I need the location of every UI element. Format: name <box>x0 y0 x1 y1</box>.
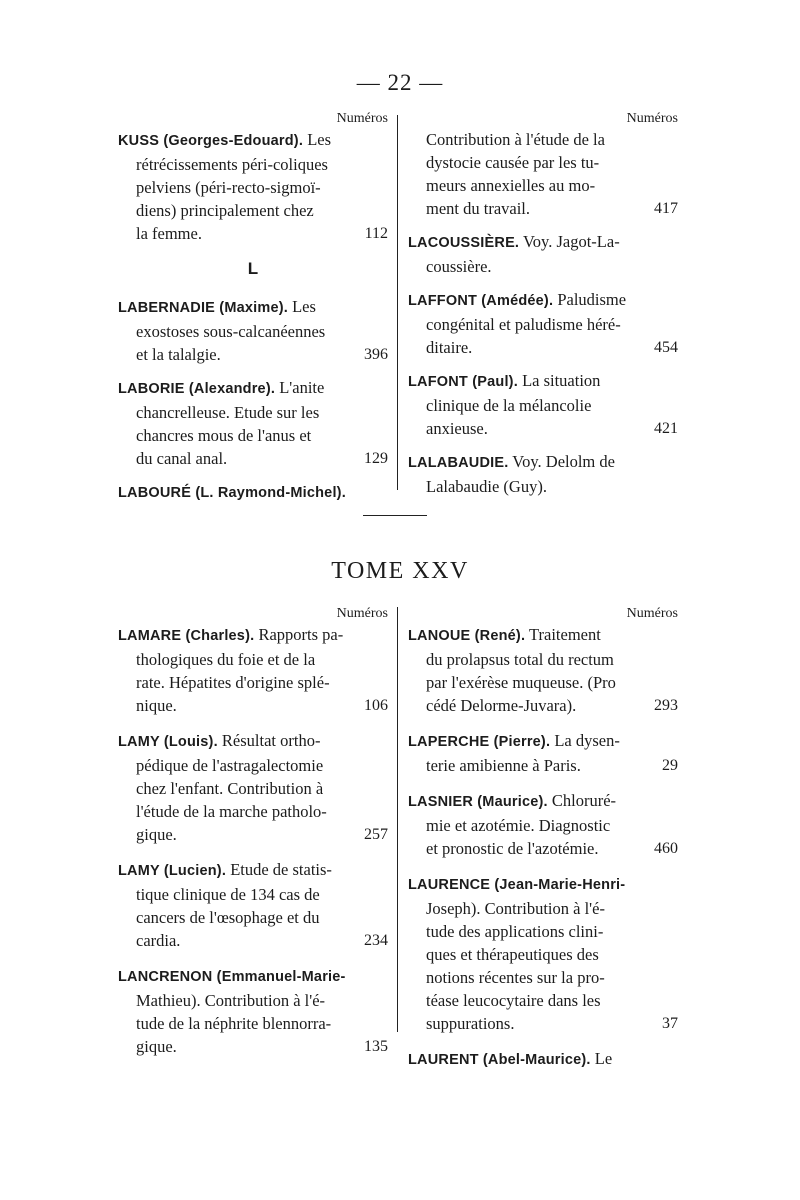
index-entry <box>408 288 678 359</box>
author-name: LALABAUDIE. <box>408 455 509 471</box>
entry-line <box>118 906 388 929</box>
entry-line <box>408 671 678 694</box>
entry-text: thologiques du foie et de la <box>136 650 316 669</box>
top-left-column <box>118 110 388 515</box>
entry-line <box>118 447 388 470</box>
entry-text: gique. <box>136 825 177 844</box>
entry-line <box>118 648 388 671</box>
entry-text: L'anite <box>275 378 325 397</box>
entry-line <box>408 336 678 359</box>
entry-line <box>118 153 388 176</box>
entry-text: mie et azotémie. Diagnostic <box>426 816 611 835</box>
entry-first-line <box>118 964 388 989</box>
entry-line <box>118 1035 388 1058</box>
entry-text: rétrécissements péri-coliques <box>136 155 328 174</box>
entry-first-line <box>118 128 388 153</box>
entry-line <box>408 174 678 197</box>
entry-line <box>118 671 388 694</box>
author-name: LABORIE (Alexandre). <box>118 381 276 397</box>
entry-first-line <box>118 729 388 754</box>
entry-text: pelviens (péri-recto-sigmoï- <box>136 178 321 197</box>
bottom-right-column <box>408 605 678 1084</box>
entry-text: Lalabaudie (Guy). <box>426 477 547 496</box>
entry-line <box>408 837 678 860</box>
index-entry <box>118 964 388 1058</box>
entry-first-line <box>408 872 678 897</box>
entry-text: Voy. Delolm de <box>508 452 615 471</box>
entry-text: ques et thérapeutiques des <box>426 945 599 964</box>
entry-line <box>118 823 388 846</box>
entry-text: dystocie causée par les tu- <box>426 153 600 172</box>
index-entry <box>408 128 678 220</box>
index-entry <box>118 128 388 245</box>
entry-text: tique clinique de 134 cas de <box>136 885 320 904</box>
entry-text: du prolapsus total du rectum <box>426 650 614 669</box>
entry-number: 135 <box>364 1038 388 1055</box>
entry-text: Résultat ortho- <box>217 731 321 750</box>
entry-first-line <box>408 450 678 475</box>
entry-line <box>408 255 678 278</box>
index-entry <box>118 623 388 717</box>
entry-text: coussière. <box>426 257 492 276</box>
author-name: LAPERCHE (Pierre). <box>408 734 551 750</box>
index-entry <box>118 376 388 470</box>
entry-text: cédé Delorme-Juvara). <box>426 696 577 715</box>
entry-text: Contribution à l'étude de la <box>426 130 605 149</box>
entry-text: rate. Hépatites d'origine splé- <box>136 673 330 692</box>
entry-line <box>408 313 678 336</box>
entry-first-line <box>118 376 388 401</box>
index-entry <box>408 729 678 777</box>
entry-text: anxieuse. <box>426 419 488 438</box>
entry-first-line <box>408 288 678 313</box>
index-entry <box>408 623 678 717</box>
entry-number: 234 <box>364 932 388 949</box>
entry-line <box>408 897 678 920</box>
entry-text: La dysen- <box>550 731 620 750</box>
author-name: LAURENCE (Jean-Marie-Henri- <box>408 877 626 893</box>
entry-first-line <box>408 230 678 255</box>
entry-first-line <box>118 623 388 648</box>
author-name: LANOUE (René). <box>408 628 526 644</box>
author-name: LABOURÉ (L. Raymond-Michel). <box>118 485 346 501</box>
entry-text: ditaire. <box>426 338 473 357</box>
top-column-divider <box>397 115 398 490</box>
author-name: KUSS (Georges-Edouard). <box>118 133 304 149</box>
entry-line <box>118 320 388 343</box>
entry-text: Etude de statis- <box>226 860 332 879</box>
entry-text: et la talalgie. <box>136 345 221 364</box>
entry-number: 454 <box>654 339 678 356</box>
entry-text: chancrelleuse. Etude sur les <box>136 403 320 422</box>
entry-text: cancers de l'œsophage et du <box>136 908 320 927</box>
entry-line <box>408 694 678 717</box>
entry-text: terie amibienne à Paris. <box>426 756 581 775</box>
entry-number: 396 <box>364 346 388 363</box>
entry-text: exostoses sous-calcanéennes <box>136 322 326 341</box>
entry-text: Mathieu). Contribution à l'é- <box>136 991 326 1010</box>
entry-text: pédique de l'astragalectomie <box>136 756 324 775</box>
numeros-header: Numéros <box>336 111 388 126</box>
index-entry <box>408 450 678 498</box>
entry-first-line <box>118 480 388 505</box>
entry-line <box>408 151 678 174</box>
entry-line <box>118 401 388 424</box>
entry-line <box>408 475 678 498</box>
index-entry <box>118 480 388 505</box>
entry-first-line <box>408 729 678 754</box>
entry-text: téase leucocytaire dans les <box>426 991 601 1010</box>
entry-text: suppurations. <box>426 1014 515 1033</box>
entry-text: Joseph). Contribution à l'é- <box>426 899 605 918</box>
entry-number: 257 <box>364 826 388 843</box>
numeros-header: Numéros <box>626 606 678 621</box>
entry-line <box>408 417 678 440</box>
entry-line <box>408 989 678 1012</box>
entry-text: tude des applications clini- <box>426 922 604 941</box>
entry-first-line <box>408 789 678 814</box>
entry-line <box>408 943 678 966</box>
entry-text: Le <box>590 1049 613 1068</box>
entry-line <box>118 754 388 777</box>
entry-number: 112 <box>364 225 388 242</box>
author-name: LAMY (Louis). <box>118 734 218 750</box>
entry-text: Les <box>287 297 316 316</box>
author-name: LAURENT (Abel-Maurice). <box>408 1052 591 1068</box>
numeros-header: Numéros <box>626 111 678 126</box>
entry-line <box>118 1012 388 1035</box>
entry-line <box>118 800 388 823</box>
entry-first-line <box>408 1047 678 1072</box>
entry-line <box>118 343 388 366</box>
entry-number: 106 <box>364 697 388 714</box>
entry-first-line <box>118 858 388 883</box>
entry-first-line <box>118 295 388 320</box>
entry-text: tude de la néphrite blennorra- <box>136 1014 332 1033</box>
entry-text: gique. <box>136 1037 177 1056</box>
numeros-header: Numéros <box>336 606 388 621</box>
author-name: LABERNADIE (Maxime). <box>118 300 288 316</box>
entry-text: nique. <box>136 696 177 715</box>
letter-heading: L <box>247 259 259 278</box>
index-entry <box>408 369 678 440</box>
author-name: LACOUSSIÈRE. <box>408 235 520 251</box>
entry-first-line <box>408 369 678 394</box>
bottom-column-divider <box>397 607 398 1032</box>
index-entry <box>408 789 678 860</box>
entry-text: Paludisme <box>553 290 627 309</box>
entry-line <box>408 394 678 417</box>
entry-text: Les <box>303 130 332 149</box>
author-name: LAMARE (Charles). <box>118 628 255 644</box>
section-separator <box>363 515 427 516</box>
entry-line <box>118 777 388 800</box>
entry-text: Voy. Jagot-La- <box>519 232 620 251</box>
entry-number: 29 <box>662 757 678 774</box>
entry-line <box>408 128 678 151</box>
author-name: LASNIER (Maurice). <box>408 794 548 810</box>
entry-text: meurs annexielles au mo- <box>426 176 596 195</box>
entry-text: par l'exérèse muqueuse. (Pro <box>426 673 616 692</box>
entry-text: clinique de la mélancolie <box>426 396 592 415</box>
index-entry <box>118 858 388 952</box>
entry-first-line <box>408 623 678 648</box>
entry-line <box>118 989 388 1012</box>
top-right-column <box>408 110 678 508</box>
index-entry <box>408 1047 678 1072</box>
entry-text: notions récentes sur la pro- <box>426 968 605 987</box>
entry-text: chez l'enfant. Contribution à <box>136 779 324 798</box>
bottom-left-column <box>118 605 388 1070</box>
entry-line <box>408 966 678 989</box>
entry-text: Chloruré- <box>547 791 617 810</box>
index-entry <box>118 295 388 366</box>
entry-text: Traitement <box>525 625 601 644</box>
entry-line <box>408 920 678 943</box>
index-entry <box>118 729 388 846</box>
entry-line <box>118 694 388 717</box>
author-name: LAFONT (Paul). <box>408 374 518 390</box>
entry-text: La situation <box>517 371 601 390</box>
entry-line <box>118 222 388 245</box>
entry-text: l'étude de la marche patholo- <box>136 802 327 821</box>
entry-line <box>408 1012 678 1035</box>
entry-text: du canal anal. <box>136 449 228 468</box>
entry-number: 417 <box>654 200 678 217</box>
entry-text: la femme. <box>136 224 202 243</box>
entry-line <box>118 424 388 447</box>
entry-line <box>408 648 678 671</box>
author-name: LAFFONT (Amédée). <box>408 293 554 309</box>
entry-number: 421 <box>654 420 678 437</box>
entry-text: congénital et paludisme héré- <box>426 315 621 334</box>
entry-text: diens) principalement chez <box>136 201 314 220</box>
entry-text: Rapports pa- <box>254 625 344 644</box>
tome-title: TOME XXV <box>331 558 469 584</box>
entry-line <box>408 814 678 837</box>
entry-line <box>118 883 388 906</box>
entry-text: et pronostic de l'azotémie. <box>426 839 599 858</box>
entry-text: cardia. <box>136 931 181 950</box>
index-entry <box>408 230 678 278</box>
entry-line <box>408 754 678 777</box>
entry-line <box>118 176 388 199</box>
entry-text: ment du travail. <box>426 199 531 218</box>
page-number: — 22 — <box>356 70 444 95</box>
entry-text: chancres mous de l'anus et <box>136 426 312 445</box>
index-entry <box>408 872 678 1035</box>
entry-number: 460 <box>654 840 678 857</box>
entry-number: 293 <box>654 697 678 714</box>
entry-line <box>118 929 388 952</box>
entry-line <box>408 197 678 220</box>
author-name: LANCRENON (Emmanuel-Marie- <box>118 969 346 985</box>
entry-number: 37 <box>662 1015 678 1032</box>
entry-line <box>118 199 388 222</box>
entry-number: 129 <box>364 450 388 467</box>
author-name: LAMY (Lucien). <box>118 863 227 879</box>
